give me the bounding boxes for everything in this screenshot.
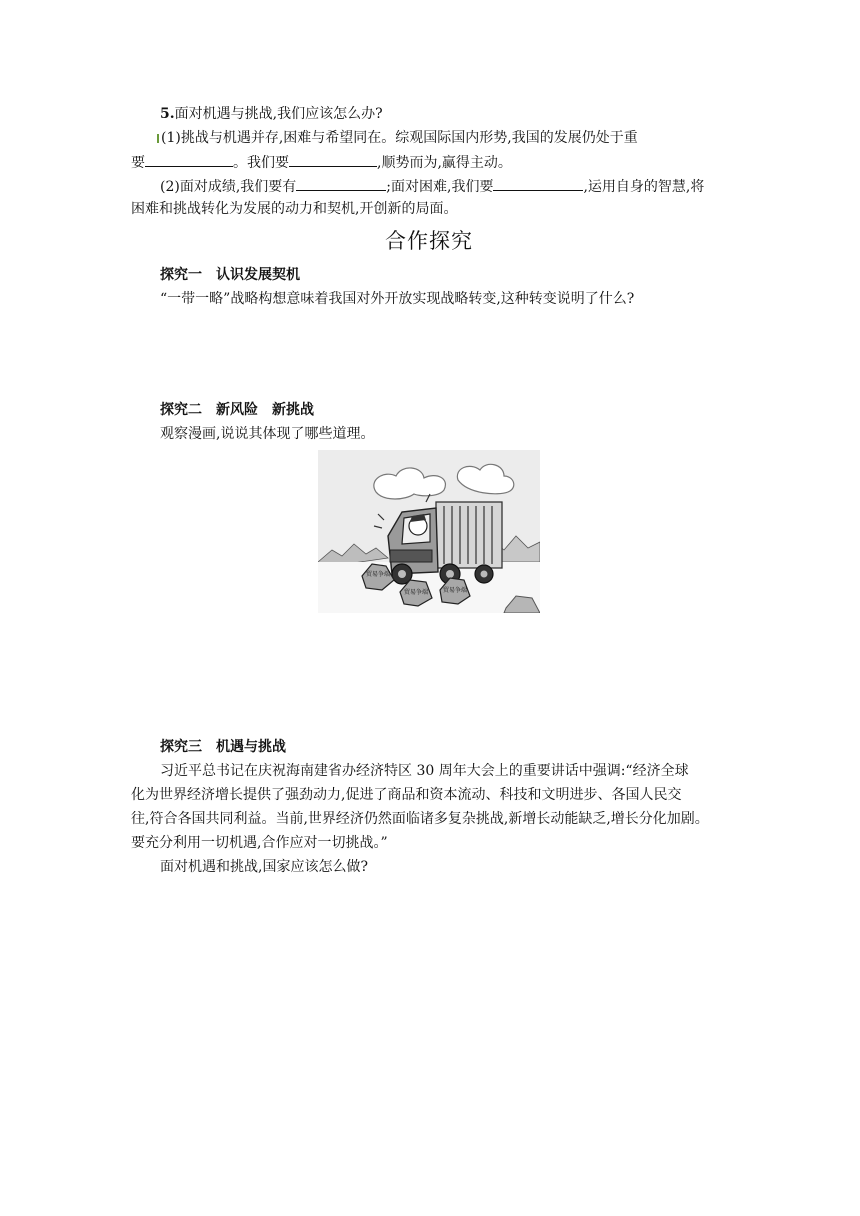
- truck-icon: [388, 502, 502, 584]
- answer-2-text-a: (2)面对成绩,我们要有: [160, 179, 297, 195]
- quote-line-3: 往,符合各国共同利益。当前,世界经济仍然面临诸多复杂挑战,新增长动能缺乏,增长分化加剧。: [131, 811, 709, 827]
- rock-label-3: 贸易争端: [442, 587, 468, 594]
- quote-line-2: 化为世界经济增长提供了强劲动力,促进了商品和资本流动、科技和文明进步、各国人民交: [131, 787, 682, 803]
- question-text: 面对机遇与挑战,我们应该怎么办?: [174, 106, 383, 122]
- inquiry-1-title: 探究一 认识发展契机: [160, 267, 300, 283]
- rock-label-2: 贸易争端: [403, 589, 429, 596]
- truck-cartoon-image: [318, 450, 540, 613]
- fill-blank-2[interactable]: [289, 152, 377, 167]
- fill-blank-4[interactable]: [493, 176, 583, 191]
- inquiry-2-question: 观察漫画,说说其体现了哪些道理。: [160, 426, 375, 442]
- inquiry-2-title: 探究二 新风险 新挑战: [160, 402, 314, 418]
- question-number: 5.: [160, 106, 175, 122]
- answer-1-text-c: ,顺势而为,赢得主动。: [377, 155, 512, 171]
- answer-2-text-b: ;面对困难,我们要: [386, 179, 494, 195]
- answer-2-text-d: 困难和挑战转化为发展的动力和契机,开创新的局面。: [131, 201, 458, 217]
- rock-label-1: 贸易争端: [365, 571, 391, 578]
- answer-1-text-b: 。我们要: [233, 155, 289, 171]
- answer-line-1: [157, 128, 638, 148]
- question-5-title: [160, 104, 383, 124]
- fill-blank-1[interactable]: [145, 152, 233, 167]
- quote-line-4: 要充分利用一切机遇,合作应对一切挑战。”: [131, 835, 388, 851]
- section-heading: 合作探究: [385, 229, 473, 253]
- fill-blank-3[interactable]: [296, 176, 386, 191]
- inquiry-3-question: 面对机遇和挑战,国家应该怎么做?: [160, 859, 368, 875]
- quote-line-1: 习近平总书记在庆祝海南建省办经济特区 30 周年大会上的重要讲话中强调:“经济全球: [160, 763, 689, 779]
- answer-2-text-c: ,运用自身的智慧,将: [583, 179, 705, 195]
- cursor-mark-icon: [157, 134, 159, 143]
- answer-1-text-a: 要: [131, 155, 145, 171]
- answer-line-4: [131, 199, 457, 219]
- answer-1-text: (1)挑战与机遇并存,困难与希望同在。综观国际国内形势,我国的发展仍处于重: [161, 130, 638, 146]
- answer-line-2: [131, 152, 512, 173]
- inquiry-1-question: “一带一略”战略构想意味着我国对外开放实现战略转变,这种转变说明了什么?: [160, 291, 635, 307]
- answer-line-3: [160, 176, 704, 197]
- inquiry-3-title: 探究三 机遇与挑战: [160, 739, 286, 755]
